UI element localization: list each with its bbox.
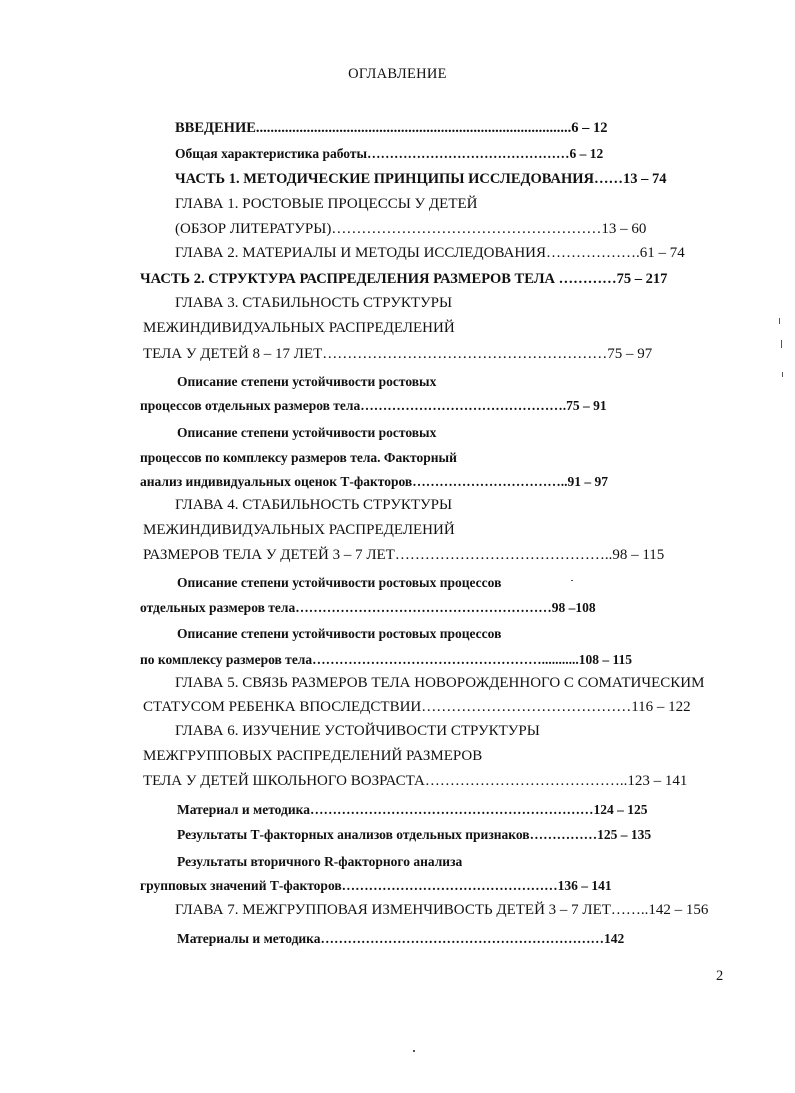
toc-line: ГЛАВА 3. СТАБИЛЬНОСТЬ СТРУКТУРЫ [175, 295, 453, 311]
page-title: ОГЛАВЛЕНИЕ [348, 66, 447, 82]
toc-line: Описание степени устойчивости ростовых процессов [177, 575, 502, 590]
toc-line: групповых значений Т-факторов…………………………………………136 – 141 [140, 878, 612, 893]
toc-line: по комплексу размеров тела……………………………………………...........108 – 115 [140, 652, 633, 667]
scan-speck [781, 340, 782, 348]
toc-line: Описание степени устойчивости ростовых [177, 425, 437, 440]
toc-line: Описание степени устойчивости ростовых [177, 374, 437, 389]
toc-line: МЕЖИНДИВИДУАЛЬНЫХ РАСПРЕДЕЛЕНИЙ [143, 522, 455, 538]
toc-line: ГЛАВА 2. МАТЕРИАЛЫ И МЕТОДЫ ИССЛЕДОВАНИЯ……………….61 – 74 [175, 245, 685, 261]
scan-speck [779, 318, 780, 324]
toc-line: Материалы и методика………………………………………………………142 [177, 931, 625, 946]
toc-line: МЕЖГРУППОВЫХ РАСПРЕДЕЛЕНИЙ РАЗМЕРОВ [143, 748, 483, 764]
toc-line: ГЛАВА 6. ИЗУЧЕНИЕ УСТОЙЧИВОСТИ СТРУКТУРЫ [175, 723, 540, 739]
toc-line: ГЛАВА 4. СТАБИЛЬНОСТЬ СТРУКТУРЫ [175, 497, 453, 513]
scan-speck [571, 580, 573, 581]
toc-line: Результаты вторичного R-факторного анализа [177, 854, 463, 869]
toc-line: ГЛАВА 7. МЕЖГРУППОВАЯ ИЗМЕНЧИВОСТЬ ДЕТЕЙ 3 – 7 ЛЕТ……..142 – 156 [175, 902, 709, 918]
toc-line: (ОБЗОР ЛИТЕРАТУРЫ)………………………………………………13 – 60 [175, 221, 647, 237]
toc-line: Материал и методика………………………………………………………124 – 125 [177, 802, 648, 817]
toc-line: ЧАСТЬ 2. СТРУКТУРА РАСПРЕДЕЛЕНИЯ РАЗМЕРОВ ТЕЛА …………75 – 217 [140, 271, 668, 287]
toc-line: ВВЕДЕНИЕ.......................................................................................6 – 12 [175, 120, 608, 136]
toc-line: ЧАСТЬ 1. МЕТОДИЧЕСКИЕ ПРИНЦИПЫ ИССЛЕДОВАНИЯ……13 – 74 [175, 171, 667, 187]
toc-line: Описание степени устойчивости ростовых процессов [177, 626, 502, 641]
toc-line: ГЛАВА 1. РОСТОВЫЕ ПРОЦЕССЫ У ДЕТЕЙ [175, 196, 478, 212]
toc-line: отдельных размеров тела…………………………………………………98 –108 [140, 600, 596, 615]
toc-line: анализ индивидуальных оценок Т-факторов……………………………..91 – 97 [140, 474, 608, 489]
toc-line: РАЗМЕРОВ ТЕЛА У ДЕТЕЙ 3 – 7 ЛЕТ……………………………………..98 – 115 [143, 547, 665, 563]
toc-line: МЕЖИНДИВИДУАЛЬНЫХ РАСПРЕДЕЛЕНИЙ [143, 320, 455, 336]
toc-line: СТАТУСОМ РЕБЕНКА ВПОСЛЕДСТВИИ……………………………………116 – 122 [143, 699, 691, 715]
scan-speck [782, 372, 783, 377]
toc-line: Результаты Т-факторных анализов отдельных признаков……………125 – 135 [177, 827, 652, 842]
toc-line: ТЕЛА У ДЕТЕЙ ШКОЛЬНОГО ВОЗРАСТА…………………………………..123 – 141 [143, 773, 688, 789]
toc-line: ТЕЛА У ДЕТЕЙ 8 – 17 ЛЕТ…………………………………………………75 – 97 [143, 346, 653, 362]
toc-line: процессов по комплексу размеров тела. Факторный [140, 450, 457, 465]
toc-line: процессов отдельных размеров тела……………………………………….75 – 91 [140, 398, 607, 413]
page-number: 2 [716, 968, 724, 984]
toc-line: Общая характеристика работы………………………………………6 – 12 [175, 146, 604, 161]
scan-speck [413, 1050, 415, 1052]
toc-line: ГЛАВА 5. СВЯЗЬ РАЗМЕРОВ ТЕЛА НОВОРОЖДЕННОГО С СОМАТИЧЕСКИМ [175, 675, 705, 691]
